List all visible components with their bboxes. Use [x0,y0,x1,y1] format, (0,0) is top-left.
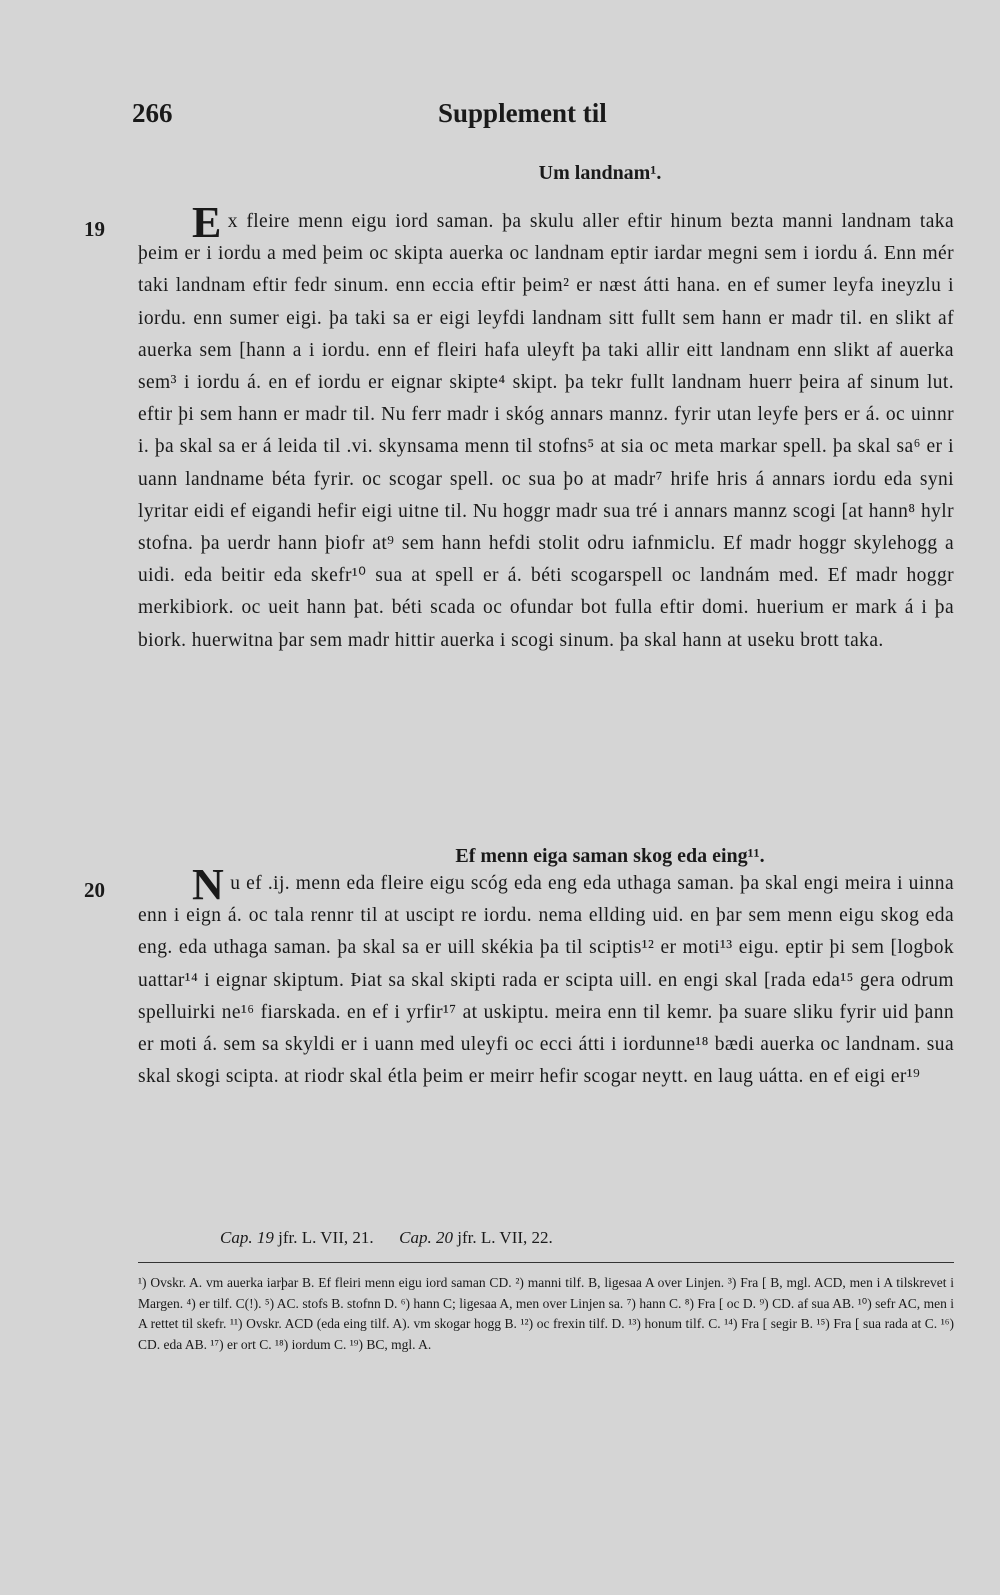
paragraph-text: u ef .ij. menn eda fleire eigu scóg eda eng eda uthaga saman. þa skal engi meira i uinna enn i eign á. oc tala rennr til at uscipt re iordu. nema ellding uid. en þar sem menn eigu skog eda eng. eda uthaga saman. þa skal sa er uill skékia þa til sciptis¹² er moti¹³ eigu. eptir þi sem [logbok uattar¹⁴ i eignar skiptum. Þiat sa skal skipti rada er scipta uill. en engi skal [rada eda¹⁵ gera odrum spelluirki ne¹⁶ fiarskada. en ef i yrfir¹⁷ at uskiptu. meira enn til kemr. þa suare sliku fyrir uid þann er moti á. sem sa skyldi er i uann med uleyfi oc ecci átti i iordunne¹⁸ bædi auerka oc landnam. sua skal skogi scipta. at riodr skal étla þeim er meirr hefir scogar neytt. en laug uátta. en ef eigi er¹⁹ [138,873,954,1088]
footnotes: ¹) Ovskr. A. vm auerka iarþar B. Ef fleiri menn eigu iord saman CD. ²) manni tilf. B, ligesaa A over Linjen. ³) Fra [ B, mgl. ACD, men i A tilskrevet i Margen. ⁴) er tilf. C(!). ⁵) AC. stofs B. stofnn D. ⁶) hann C; ligesaa A, men over Linjen sa. ⁷) hann C. ⁸) Fra [ oc D. ⁹) CD. af sua AB. ¹⁰) sefr AC, men i A rettet til skefr. ¹¹) Ovskr. ACD (eda eing tilf. A). vm skogar hogg B. ¹²) oc frexin tilf. D. ¹³) honum tilf. C. ¹⁴) Fra [ segir B. ¹⁵) Fra [ sua rada at C. ¹⁶) CD. eda AB. ¹⁷) er ort C. ¹⁸) iordum C. ¹⁹) BC, mgl. A. [138,1275,954,1352]
paragraph-text: x fleire menn eigu iord saman. þa skulu aller eftir hinum bezta manni landnam taka þeim er i iordu a med þeim oc skipta auerka oc landnam eptir iardar megni sem i iordu á. Enn mér taki landnam eftir fedr sinum. enn eccia eftir þeim² er næst átti hana. en ef sumer leyfa ineyzlu i iordu. enn sumer eigi. þa taki sa er eigi leyfdi landnam sitt fullt sem hann er madr til. en slikt af auerka sem [hann a i iordu. enn ef fleiri hafa uleyft þa taki allir eitt landnam enn slikt af auerka sem³ i iordu á. en ef iordu er eignar skipte⁴ skipt. þa tekr fullt landnam huerr þeira af sinum lut. eftir þi sem hann er madr til. Nu ferr madr i skóg annars mannz. fyrir utan leyfe þers er á. oc uinnr i. þa skal sa er á leida til .vi. skynsama menn til stofns⁵ at sia oc meta markar spell. þa skal sa⁶ er i uann landname béta fyrir. oc scogar spell. oc sua þo at madr⁷ hrife hris á annars iordu eda syni lyritar eidi ef eigandi hefir eigi uitne til. Nu hoggr madr sua tré i annars mannz scogi [at hann⁸ hylr stofna. þa uerdr hann þiofr at⁹ sem hann hefdi stolit odru iafnmiclu. Ef madr hoggr skylehogg a uidi. eda beitir eda skefr¹⁰ sua at spell er á. béti scogarspell oc landnám med. Ef madr hoggr merkibiork. oc ueit hann þat. béti scada oc ofundar bot fulla eftir domi. huerium er mark á i þa biork. huerwitna þar sem madr hittir auerka i scogi sinum. þa skal hann at useku brott taka. [138,211,954,651]
chapter-cross-reference [220,1228,553,1248]
drop-initial: E [192,198,222,247]
cap-20-ref: jfr. L. VII, 22. [457,1228,553,1247]
chapter-margin-number: 19 [84,217,105,241]
footnote-divider [138,1262,954,1263]
section-text-skog [138,860,954,1093]
chapter-margin-number: 20 [84,878,105,902]
cap-19-label: Cap. 19 [220,1228,274,1247]
running-head: Supplement til [438,98,607,128]
section-heading-skog: Ef menn eiga saman skog eda eing¹¹. [455,845,765,867]
section-text-landnam [138,198,954,657]
drop-initial: N [192,860,225,909]
section-heading-landnam: Um landnam¹. [538,162,662,184]
page-number: 266 [132,98,173,128]
cap-20-label: Cap. 20 [399,1228,453,1247]
cap-19-ref: jfr. L. VII, 21. [278,1228,374,1247]
